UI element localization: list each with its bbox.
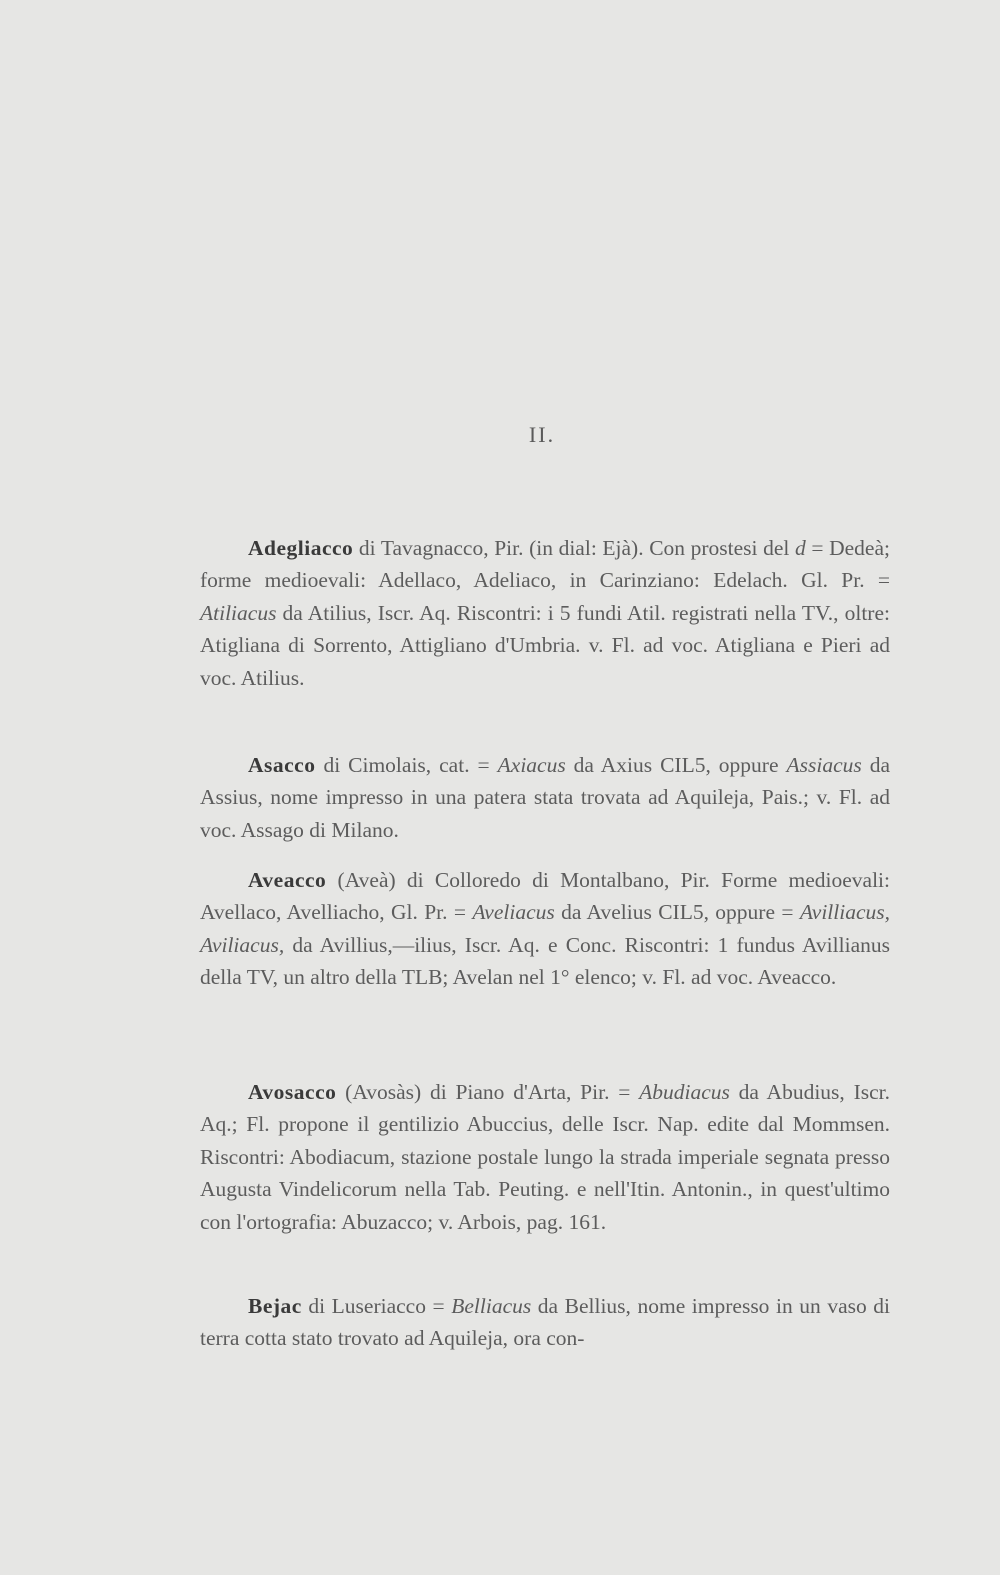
entry-text: di Tavagnacco, Pir. (in dial: Ejà). Con prostesi del — [353, 535, 796, 560]
entry-italic: Abudiacus — [639, 1079, 730, 1104]
entry-italic: Atiliacus — [200, 600, 277, 625]
entry-text: da Atilius, Iscr. Aq. Riscontri: i 5 fundi Atil. registrati nella TV., oltre: Atigliana di Sorrento, Attigliano d'Umbria. v. Fl. ad voc. Atigliana e Pieri ad voc. Atilius. — [200, 600, 890, 690]
entry-italic: Axiacus — [497, 752, 566, 777]
entry-bejac — [200, 1290, 890, 1355]
entry-headword: Avosacco — [248, 1079, 337, 1104]
entry-text: da Abudius, Iscr. Aq.; Fl. propone il gentilizio Abuccius, delle Iscr. Nap. edite dal Mommsen. Riscontri: Abodiacum, stazione postale lungo la strada imperiale segnata presso Augusta Vindelicorum nella Tab. Peuting. e nell'Itin. Antonin., in quest'ultimo con l'ortografia: Abuzacco; v. Arbois, pag. 161. — [200, 1079, 890, 1234]
entry-headword: Adegliacco — [248, 535, 354, 560]
entry-text: di Luseriacco = — [301, 1293, 452, 1318]
entry-italic: Aveliacus — [472, 900, 555, 924]
entry-text: da Avillius,—ilius, Iscr. Aq. e Conc. Riscontri: 1 fundus Avillianus della TV, un altro della TLB; Avelan nel 1° elenco; v. Fl. ad voc. Aveacco. — [200, 932, 890, 989]
entry-italic: d — [795, 535, 806, 560]
entry-italic: Assiacus — [786, 752, 862, 777]
entry-text: (Aveà) di Colloredo di Montalbano, Pir. Forme medioevali: Avellaco, Avelliacho, Gl. Pr. = — [200, 867, 890, 924]
entry-avosacco — [200, 1076, 890, 1239]
section-heading: II. — [528, 422, 556, 447]
entry-adegliacco — [200, 532, 890, 695]
entry-italic: Avilliacus, Aviliacus, — [200, 900, 890, 957]
entry-text: da Avelius CIL5, oppure = — [554, 900, 800, 924]
entry-aveacco — [200, 864, 890, 994]
entry-headword: Bejac — [248, 1293, 302, 1318]
entry-headword: Asacco — [248, 752, 316, 777]
entry-asacco — [200, 749, 890, 847]
entry-headword: Aveacco — [248, 867, 327, 892]
entry-text: (Avosàs) di Piano d'Arta, Pir. = — [336, 1079, 640, 1104]
entry-text: da Bellius, nome impresso in un vaso di terra cotta stato trovato ad Aquileja, ora con- — [200, 1293, 891, 1350]
entry-italic: Belliacus — [451, 1293, 532, 1318]
entry-text: di Cimolais, cat. = — [315, 752, 498, 777]
entry-text: da Assius, nome impresso in una patera stata trovata ad Aquileja, Pais.; v. Fl. ad voc. Assago di Milano. — [200, 752, 890, 842]
entry-text: da Axius CIL5, oppure — [565, 752, 787, 777]
entry-text: = Dedeà; forme medioevali: Adellaco, Adeliaco, in Carinziano: Edelach. Gl. Pr. = — [200, 535, 890, 592]
